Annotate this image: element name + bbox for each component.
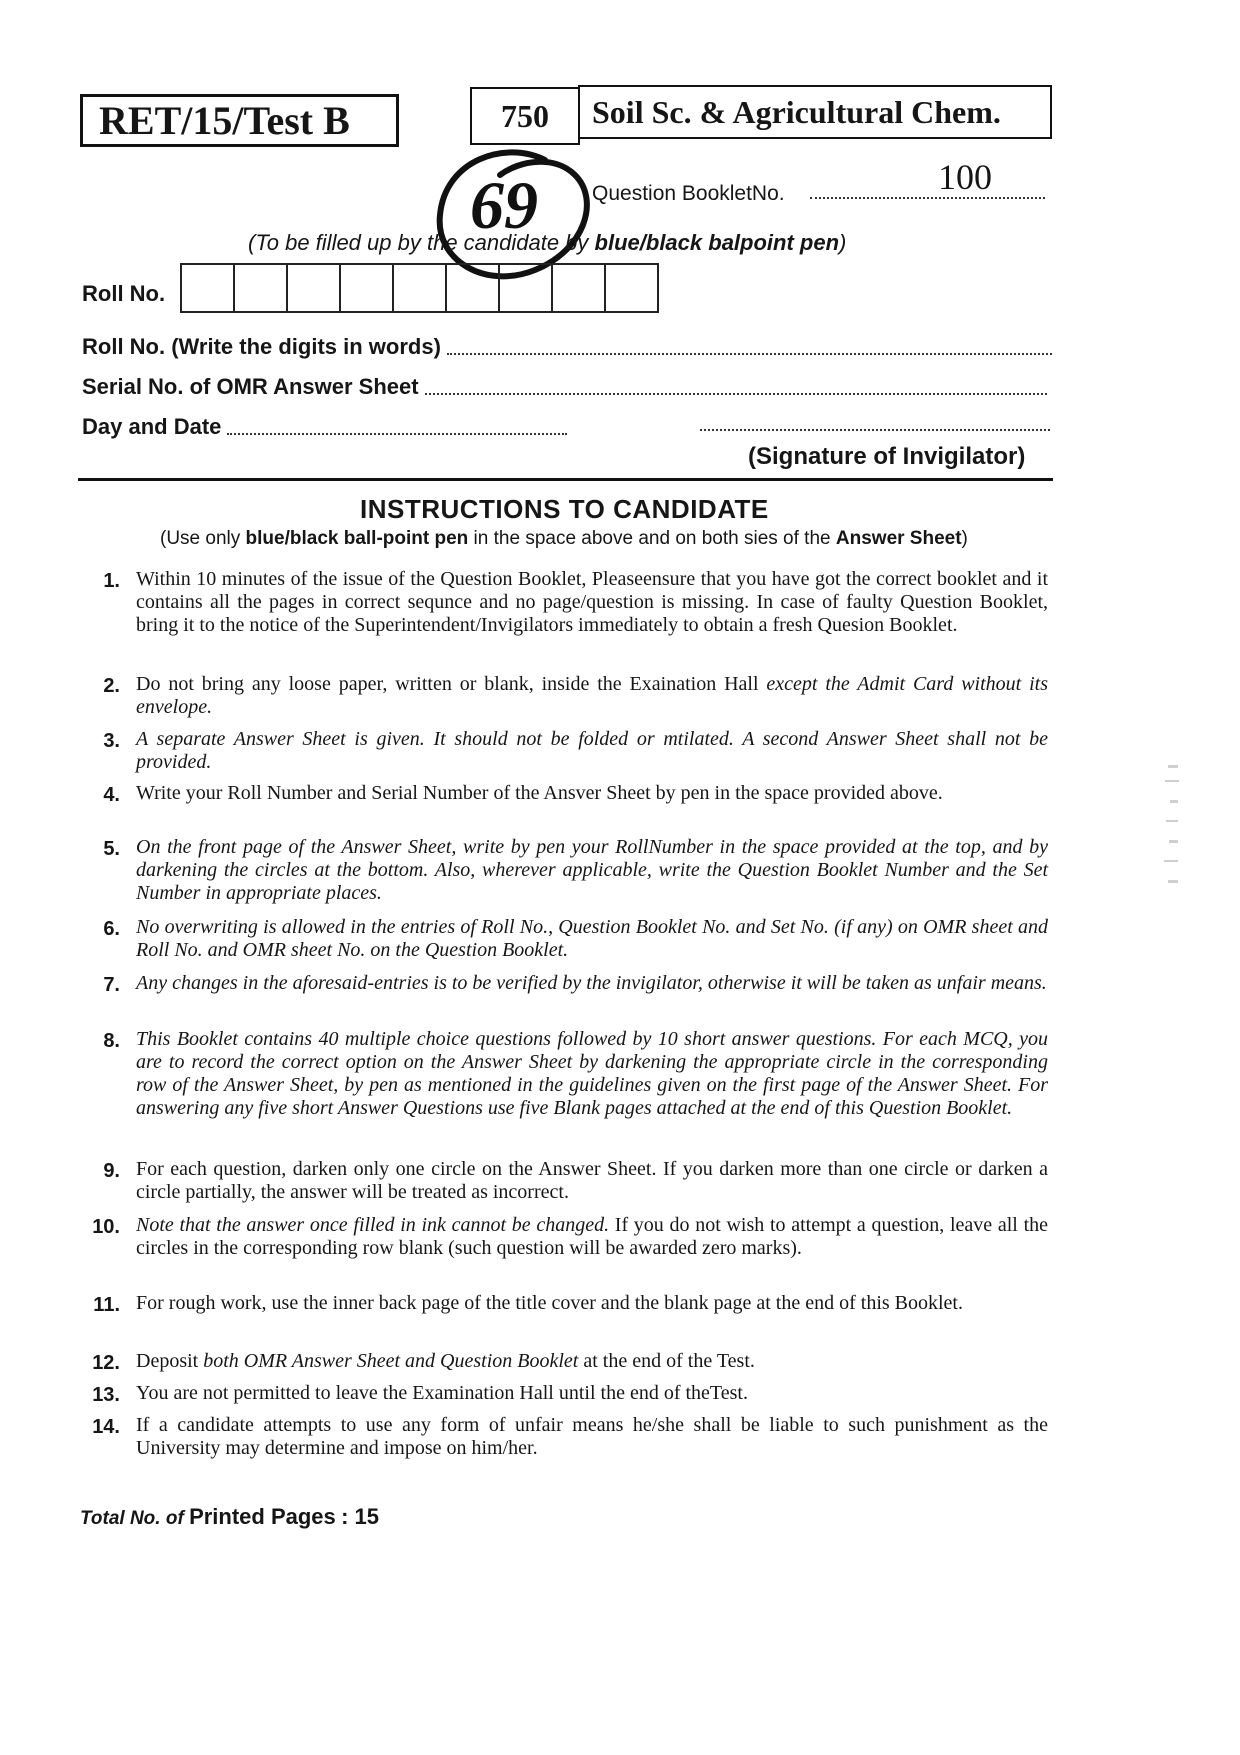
item-number: 7. bbox=[103, 974, 120, 996]
item-text: A separate Answer Sheet is given. It should not be folded or mtilated. A second Answer Sheet shall not be provided. bbox=[136, 728, 1048, 773]
subject-title: Soil Sc. & Agricultural Chem. bbox=[578, 85, 1052, 139]
item-text: No overwriting is allowed in the entries of Roll No., Question Booklet No. and Set No. (if any) on OMR sheet and Roll No. and OMR sheet No. on the Question Booklet. bbox=[136, 916, 1048, 961]
roll-words-label: Roll No. (Write the digits in words) bbox=[82, 334, 441, 359]
roll-digit-box[interactable] bbox=[551, 263, 606, 313]
item-text bbox=[136, 568, 1048, 637]
date-label: Day and Date bbox=[82, 414, 222, 439]
instruction-item bbox=[88, 1028, 1048, 1120]
scan-artifact bbox=[1160, 760, 1190, 910]
item-number: 3. bbox=[103, 730, 120, 752]
roll-words-field[interactable] bbox=[82, 334, 1052, 360]
instruction-item bbox=[88, 1292, 1048, 1317]
instruction-item bbox=[88, 568, 1048, 637]
signature-label: (Signature of Invigilator) bbox=[748, 443, 1026, 470]
item-text: You are not permitted to leave the Examination Hall until the end of theTest. bbox=[136, 1382, 748, 1404]
instruction-item bbox=[88, 916, 1048, 962]
stamp-number: 69 bbox=[470, 167, 538, 243]
item-number: 10. bbox=[92, 1216, 120, 1238]
serial-label: Serial No. of OMR Answer Sheet bbox=[82, 374, 419, 399]
booklet-label: Question BookletNo. bbox=[592, 182, 785, 205]
item-text-run-2: at the end of the Test. bbox=[578, 1350, 755, 1372]
date-line[interactable] bbox=[227, 432, 567, 435]
date-field[interactable] bbox=[82, 414, 567, 440]
divider bbox=[78, 478, 1053, 481]
footer-printed: Printed Pages bbox=[189, 1504, 336, 1529]
item-text bbox=[136, 1350, 1048, 1375]
item-number: 6. bbox=[103, 918, 120, 940]
paper-number: 750 bbox=[470, 87, 580, 145]
instructions-subtitle bbox=[160, 528, 968, 550]
item-text bbox=[136, 1214, 1048, 1260]
sub-suffix: ) bbox=[961, 528, 968, 549]
instructions-title: INSTRUCTIONS TO CANDIDATE bbox=[360, 494, 769, 524]
item-text-run: Within 10 minutes of the issue of the Question Booklet, Pleaseensure that you have got the correct booklet and it contains all the pages in correct sequnce and no page/question is missing. In case of faulty Question Booklet, bring it to the notice of the Superintendent/Invigilators immediately to obtain a fresh Quesion Booklet. bbox=[136, 568, 1048, 636]
test-code: RET/15/Test B bbox=[80, 94, 399, 147]
roll-digit-box[interactable] bbox=[392, 263, 447, 313]
item-number: 12. bbox=[92, 1352, 120, 1374]
booklet-number: 100 bbox=[938, 157, 992, 197]
total-pages bbox=[80, 1504, 379, 1530]
item-number: 14. bbox=[92, 1416, 120, 1438]
item-text: For rough work, use the inner back page of the title cover and the blank page at the end of this Booklet. bbox=[136, 1292, 963, 1314]
sub-bold: blue/black ball-point pen bbox=[245, 528, 469, 549]
item-number: 11. bbox=[93, 1294, 120, 1316]
roll-digit-box[interactable] bbox=[233, 263, 288, 313]
item-text: For each question, darken only one circle on the Answer Sheet. If you darken more than one circle or darken a circle partially, the answer will be treated as incorrect. bbox=[136, 1158, 1048, 1203]
item-number: 5. bbox=[103, 838, 120, 860]
roll-digit-box[interactable] bbox=[604, 263, 659, 313]
item-text: Any changes in the aforesaid-entries is to be verified by the invigilator, otherwise it will be taken as unfair means. bbox=[136, 972, 1047, 994]
footer-value: : 15 bbox=[341, 1504, 379, 1529]
sub-bold2: Answer Sheet bbox=[835, 528, 962, 549]
fill-note-prefix: (To be filled up by the candidate by bbox=[248, 230, 595, 255]
instruction-item bbox=[88, 782, 1048, 807]
item-number: 9. bbox=[103, 1160, 120, 1182]
roll-digit-box[interactable] bbox=[498, 263, 553, 313]
footer-prefix: Total No. of bbox=[80, 1508, 190, 1529]
instruction-item bbox=[88, 1214, 1048, 1260]
item-italic-run: both OMR Answer Sheet and Question Booklet bbox=[203, 1350, 579, 1372]
fill-note-suffix: ) bbox=[839, 230, 847, 255]
signature-line[interactable] bbox=[700, 429, 1050, 431]
item-number: 13. bbox=[92, 1384, 120, 1406]
fill-note bbox=[248, 230, 846, 256]
item-text-run: Deposit bbox=[136, 1350, 204, 1372]
booklet-dotted-line bbox=[810, 197, 1045, 199]
sub-middle: in the space above and on both sies of the bbox=[468, 528, 836, 549]
roll-digit-box[interactable] bbox=[286, 263, 341, 313]
serial-field[interactable] bbox=[82, 374, 1047, 400]
roll-words-line[interactable] bbox=[447, 352, 1052, 355]
item-text: This Booklet contains 40 multiple choice questions followed by 10 short answer questions. For each MCQ, you are to record the correct option on the Answer Sheet by darkening the appropriate circle in the corresponding row of the Answer Sheet, by pen as mentioned in the guidelines given on the first page of the Answer Sheet. For answering any five short Answer Questions use five Blank pages attached at the end of this Question Booklet. bbox=[136, 1028, 1048, 1119]
instruction-item bbox=[88, 728, 1048, 774]
item-italic-run: Note that the answer once filled in ink cannot be changed. bbox=[136, 1214, 610, 1236]
instruction-item bbox=[88, 1158, 1048, 1204]
roll-digit-box[interactable] bbox=[339, 263, 394, 313]
item-text: Write your Roll Number and Serial Number of the Ansver Sheet by pen in the space provided above. bbox=[136, 782, 943, 804]
roll-label: Roll No. bbox=[82, 281, 166, 306]
roll-digit-box[interactable] bbox=[180, 263, 235, 313]
item-number: 2. bbox=[103, 675, 120, 697]
item-text bbox=[136, 673, 1048, 719]
fill-note-bold: blue/black balpoint pen bbox=[594, 230, 840, 255]
instruction-item bbox=[88, 836, 1048, 905]
sub-prefix: (Use only bbox=[160, 528, 246, 549]
instruction-item bbox=[88, 673, 1048, 719]
roll-digit-box[interactable] bbox=[445, 263, 500, 313]
serial-line[interactable] bbox=[425, 392, 1047, 395]
item-text: If a candidate attempts to use any form of unfair means he/she shall be liable to such punishment as the University may determine and impose on him/her. bbox=[136, 1414, 1048, 1459]
item-number: 4. bbox=[103, 784, 120, 806]
item-text-run: Do not bring any loose paper, written or blank, inside the Exaination Hall bbox=[136, 673, 767, 695]
item-italic-run: except the Admit Card without its envelope. bbox=[136, 673, 1049, 718]
item-text: On the front page of the Answer Sheet, write by pen your RollNumber in the space provided at the top, and by darkening the circles at the bottom. Also, wherever applicable, write the Question Booklet Number and the Set Number in appropriate places. bbox=[136, 836, 1048, 904]
item-number: 8. bbox=[103, 1030, 120, 1052]
item-text-run: If you do not wish to attempt a question, leave all the circles in the corresponding row blank (such question will be awarded zero marks). bbox=[136, 1214, 1049, 1259]
instruction-item bbox=[88, 972, 1048, 997]
instruction-item bbox=[88, 1382, 1048, 1407]
roll-number-boxes[interactable] bbox=[182, 263, 659, 313]
instruction-item bbox=[88, 1350, 1048, 1375]
instruction-item bbox=[88, 1414, 1048, 1460]
item-number: 1. bbox=[103, 570, 120, 592]
